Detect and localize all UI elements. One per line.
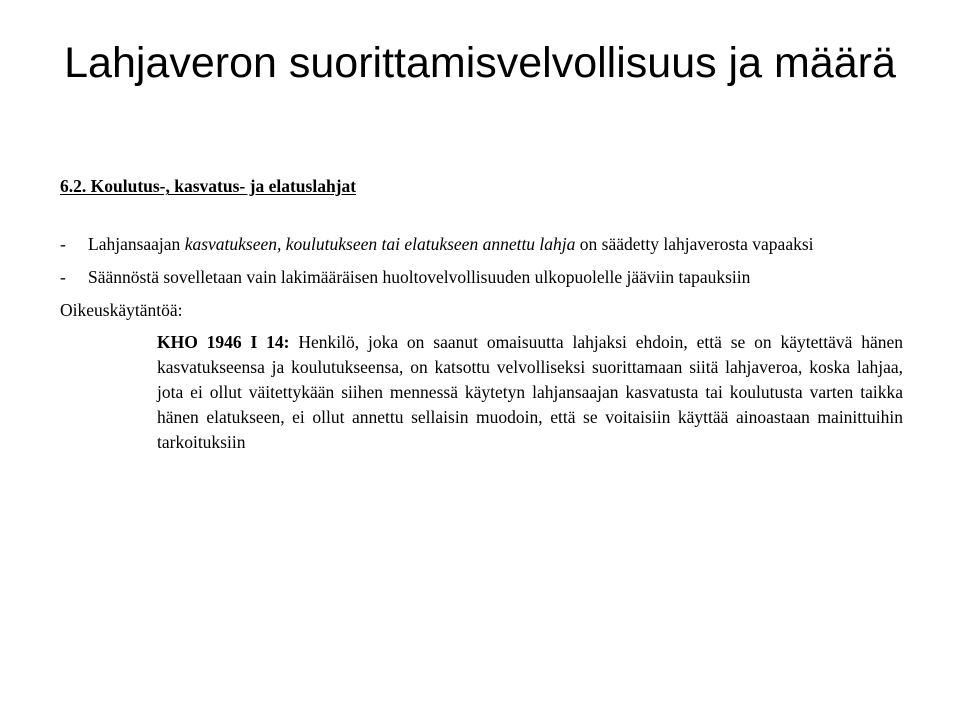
case-law-label: Oikeuskäytäntöä: [60,300,183,320]
case-law-text [157,330,903,455]
bullet-text-start: Lahjansaajan [88,234,185,254]
bullet-text [88,232,903,257]
section-heading: 6.2. Koulutus-, kasvatus- ja elatuslahjat [60,176,357,196]
bullet-text: Säännöstä sovelletaan vain lakimääräisen huoltovelvollisuuden ulkopuolelle jääviin tapauksiin [88,267,751,287]
case-description: Henkilö, joka on saanut omaisuutta lahjaksi ehdoin, että se on käytettävä hänen kasvatukseensa ja koulutukseensa, on katsottu velvolliseksi suorittamaan siitä lahjaveroa, koska lahjaa, jota ei ollut väitettykään siihen mennessä käytetyn lahjansaajan kasvatusta tai koulutusta varten taikka hänen elatukseen, ei ollut annettu sellaisin muodoin, että se voitaisiin käyttää ainoastaan mainittuihin tarkoituksiin [157,332,903,452]
bullet-text-end: on säädetty lahjaverosta vapaaksi [575,234,814,254]
bullet-emphasis: kasvatukseen, koulutukseen tai elatukseen annettu lahja [184,234,576,254]
bullet-dash: - [60,234,66,254]
bullet-item [60,232,903,257]
slide-content [60,174,903,455]
bullet-dash: - [60,267,66,287]
slide-title: Lahjaveron suorittamisvelvollisuus ja määrä [64,39,896,87]
bullet-item [60,265,903,290]
case-reference: KHO 1946 I 14: [157,332,290,352]
